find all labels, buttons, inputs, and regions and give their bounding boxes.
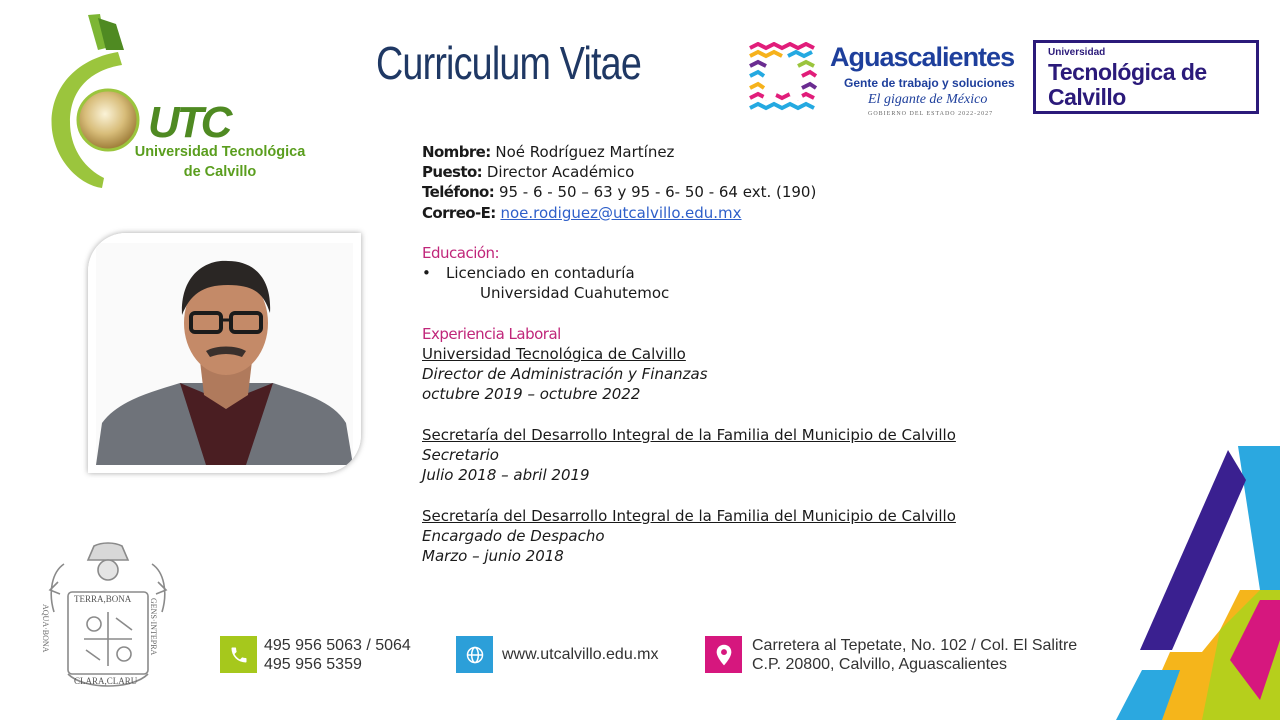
footer-address-line1: Carretera al Tepetate, No. 102 / Col. El Salitre <box>752 637 1078 654</box>
aguascalientes-name: Aguascalientes <box>830 42 1015 72</box>
coat-motto-top: TERRA,BONA <box>74 594 132 604</box>
job-org: Universidad Tecnológica de Calvillo <box>422 345 686 363</box>
email-label: Correo-E: <box>422 203 496 222</box>
utc-logo-name <box>120 142 320 182</box>
education-heading: Educación: <box>422 244 500 262</box>
email-row <box>422 203 1062 223</box>
aguascalientes-tagline: El gigante de México <box>868 92 988 107</box>
job-org: Secretaría del Desarrollo Integral de la Familia del Municipio de Calvillo <box>422 506 956 525</box>
decorative-corner-shapes <box>1110 440 1280 720</box>
utc-logo <box>40 10 306 195</box>
coat-motto-left: AQUA·BONA <box>41 604 50 653</box>
job-period: Marzo – junio 2018 <box>422 547 564 565</box>
phone-value: 95 - 6 - 50 – 63 y 95 - 6- 50 - 64 ext. (190) <box>498 183 817 202</box>
page-title: Curriculum Vitae <box>376 37 642 89</box>
phone-icon <box>220 636 257 673</box>
aguascalientes-slogan: Gente de trabajo y soluciones <box>844 76 1015 90</box>
utc-name-line1: Universidad Tecnológica <box>134 144 306 160</box>
coat-of-arms <box>41 542 172 694</box>
profile-photo <box>88 233 361 473</box>
experience-heading: Experiencia Laboral <box>422 324 561 343</box>
phone-row <box>422 182 1062 202</box>
name-value: Noé Rodríguez Martínez <box>495 143 675 161</box>
utc-box-line3: Calvillo <box>1048 84 1126 110</box>
position-row <box>422 162 1062 182</box>
job-role: Encargado de Despacho <box>422 526 605 545</box>
job-org: Secretaría del Desarrollo Integral de la Familia del Municipio de Calvillo <box>422 425 956 444</box>
footer-phone <box>264 636 411 674</box>
aguascalientes-government: GOBIERNO DEL ESTADO 2022-2027 <box>868 111 994 117</box>
person-portrait-icon <box>88 233 361 473</box>
email-link[interactable]: noe.rodiguez@utcalvillo.edu.mx <box>500 203 742 222</box>
footer-phone-line2: 495 956 5359 <box>264 656 362 673</box>
job-role: Secretario <box>422 446 499 464</box>
education-degree: • Licenciado en contaduría <box>422 263 1062 283</box>
education-school: Universidad Cuahutemoc <box>480 284 670 303</box>
position-label: Puesto: <box>422 163 483 182</box>
position-value: Director Académico <box>486 163 635 182</box>
utc-name-line2: de Calvillo <box>183 164 257 180</box>
coat-motto-bottom: CLARA,CLARU <box>74 676 138 686</box>
utc-box-line2: Tecnológica de <box>1048 59 1207 85</box>
job-role: Director de Administración y Finanzas <box>422 365 708 384</box>
utc-short-logo: UTC <box>148 98 230 147</box>
globe-icon <box>456 636 493 673</box>
name-label: Nombre: <box>422 143 491 161</box>
phone-label: Teléfono: <box>422 183 495 202</box>
name-row <box>422 142 1062 162</box>
cv-info <box>422 142 1062 566</box>
coat-motto-right: GENS·INTEPRA <box>149 598 158 656</box>
aguascalientes-logo <box>748 40 1023 122</box>
utc-box-logo <box>1033 40 1259 114</box>
footer-address-line2: C.P. 20800, Calvillo, Aguascalientes <box>752 656 1007 673</box>
footer-phone-line1: 495 956 5063 / 5064 <box>264 637 411 654</box>
job-period: Julio 2018 – abril 2019 <box>422 466 590 485</box>
map-pin-icon <box>705 636 742 673</box>
decorative-shapes-icon <box>1110 440 1280 720</box>
footer-website-link[interactable]: www.utcalvillo.edu.mx <box>502 646 659 663</box>
job-period: octubre 2019 – octubre 2022 <box>422 385 641 404</box>
aguascalientes-emblem-icon <box>748 42 818 112</box>
footer-address <box>752 636 1077 674</box>
utc-box-line1: Universidad <box>1048 47 1106 58</box>
